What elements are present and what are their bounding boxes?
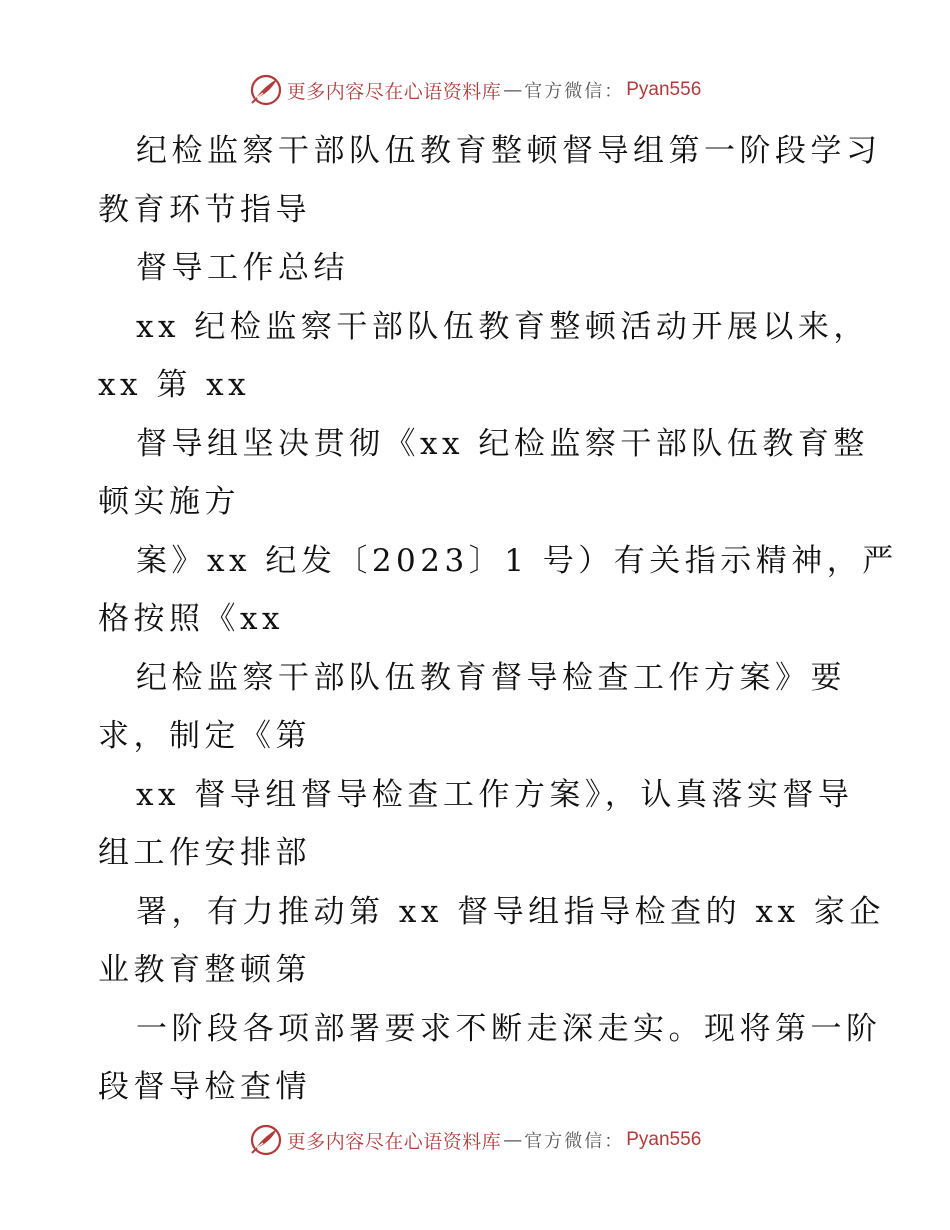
watermark-site-text: 更多内容尽在心语资料库 bbox=[286, 1130, 502, 1153]
document-body bbox=[98, 122, 898, 1117]
document-line: 一阶段各项部署要求不断走深走实。现将第一阶 bbox=[136, 1010, 882, 1047]
document-line: 业教育整顿第 bbox=[98, 952, 311, 988]
watermark-dash: — bbox=[503, 1129, 523, 1151]
quill-pen-logo-icon bbox=[249, 1123, 283, 1157]
document-line: xx 纪检监察干部队伍教育整顿活动开展以来， bbox=[136, 308, 869, 345]
document-line: 教育环节指导 bbox=[98, 191, 311, 228]
document-line: 顿实施方 bbox=[98, 484, 240, 520]
document-line: 格按照《xx bbox=[98, 601, 284, 637]
footer-watermark bbox=[0, 1120, 950, 1160]
document-line: xx 督导组督导检查工作方案》，认真落实督导 bbox=[136, 776, 854, 813]
document-line: 组工作安排部 bbox=[98, 835, 311, 871]
document-line: 督导组坚决贯彻《xx 纪检监察干部队伍教育整 bbox=[136, 425, 869, 462]
watermark-wechat-id: Pyan556 bbox=[626, 79, 702, 100]
watermark-official-label: 官方微信： bbox=[524, 1131, 625, 1152]
document-line: 纪检监察干部队伍教育整顿督导组第一阶段学习 bbox=[136, 133, 882, 169]
document-line: 署，有力推动第 xx 督导组指导检查的 xx 家企 bbox=[136, 893, 885, 930]
document-line: xx 第 xx bbox=[98, 367, 251, 403]
document-line: 段督导检查情 bbox=[98, 1069, 311, 1105]
watermark-wechat-id: Pyan556 bbox=[626, 1129, 702, 1150]
watermark-site-text: 更多内容尽在心语资料库 bbox=[286, 80, 502, 103]
document-line: 案》xx 纪发〔2023〕1 号）有关指示精神，严 bbox=[136, 542, 898, 579]
header-watermark bbox=[0, 70, 950, 110]
document-line: 纪检监察干部队伍教育督导检查工作方案》要 bbox=[136, 659, 846, 696]
quill-pen-logo-icon bbox=[249, 73, 283, 107]
document-line: 督导工作总结 bbox=[136, 250, 349, 286]
watermark-dash: — bbox=[503, 79, 523, 101]
watermark-official-label: 官方微信： bbox=[524, 81, 625, 102]
document-line: 求，制定《第 bbox=[98, 718, 311, 754]
